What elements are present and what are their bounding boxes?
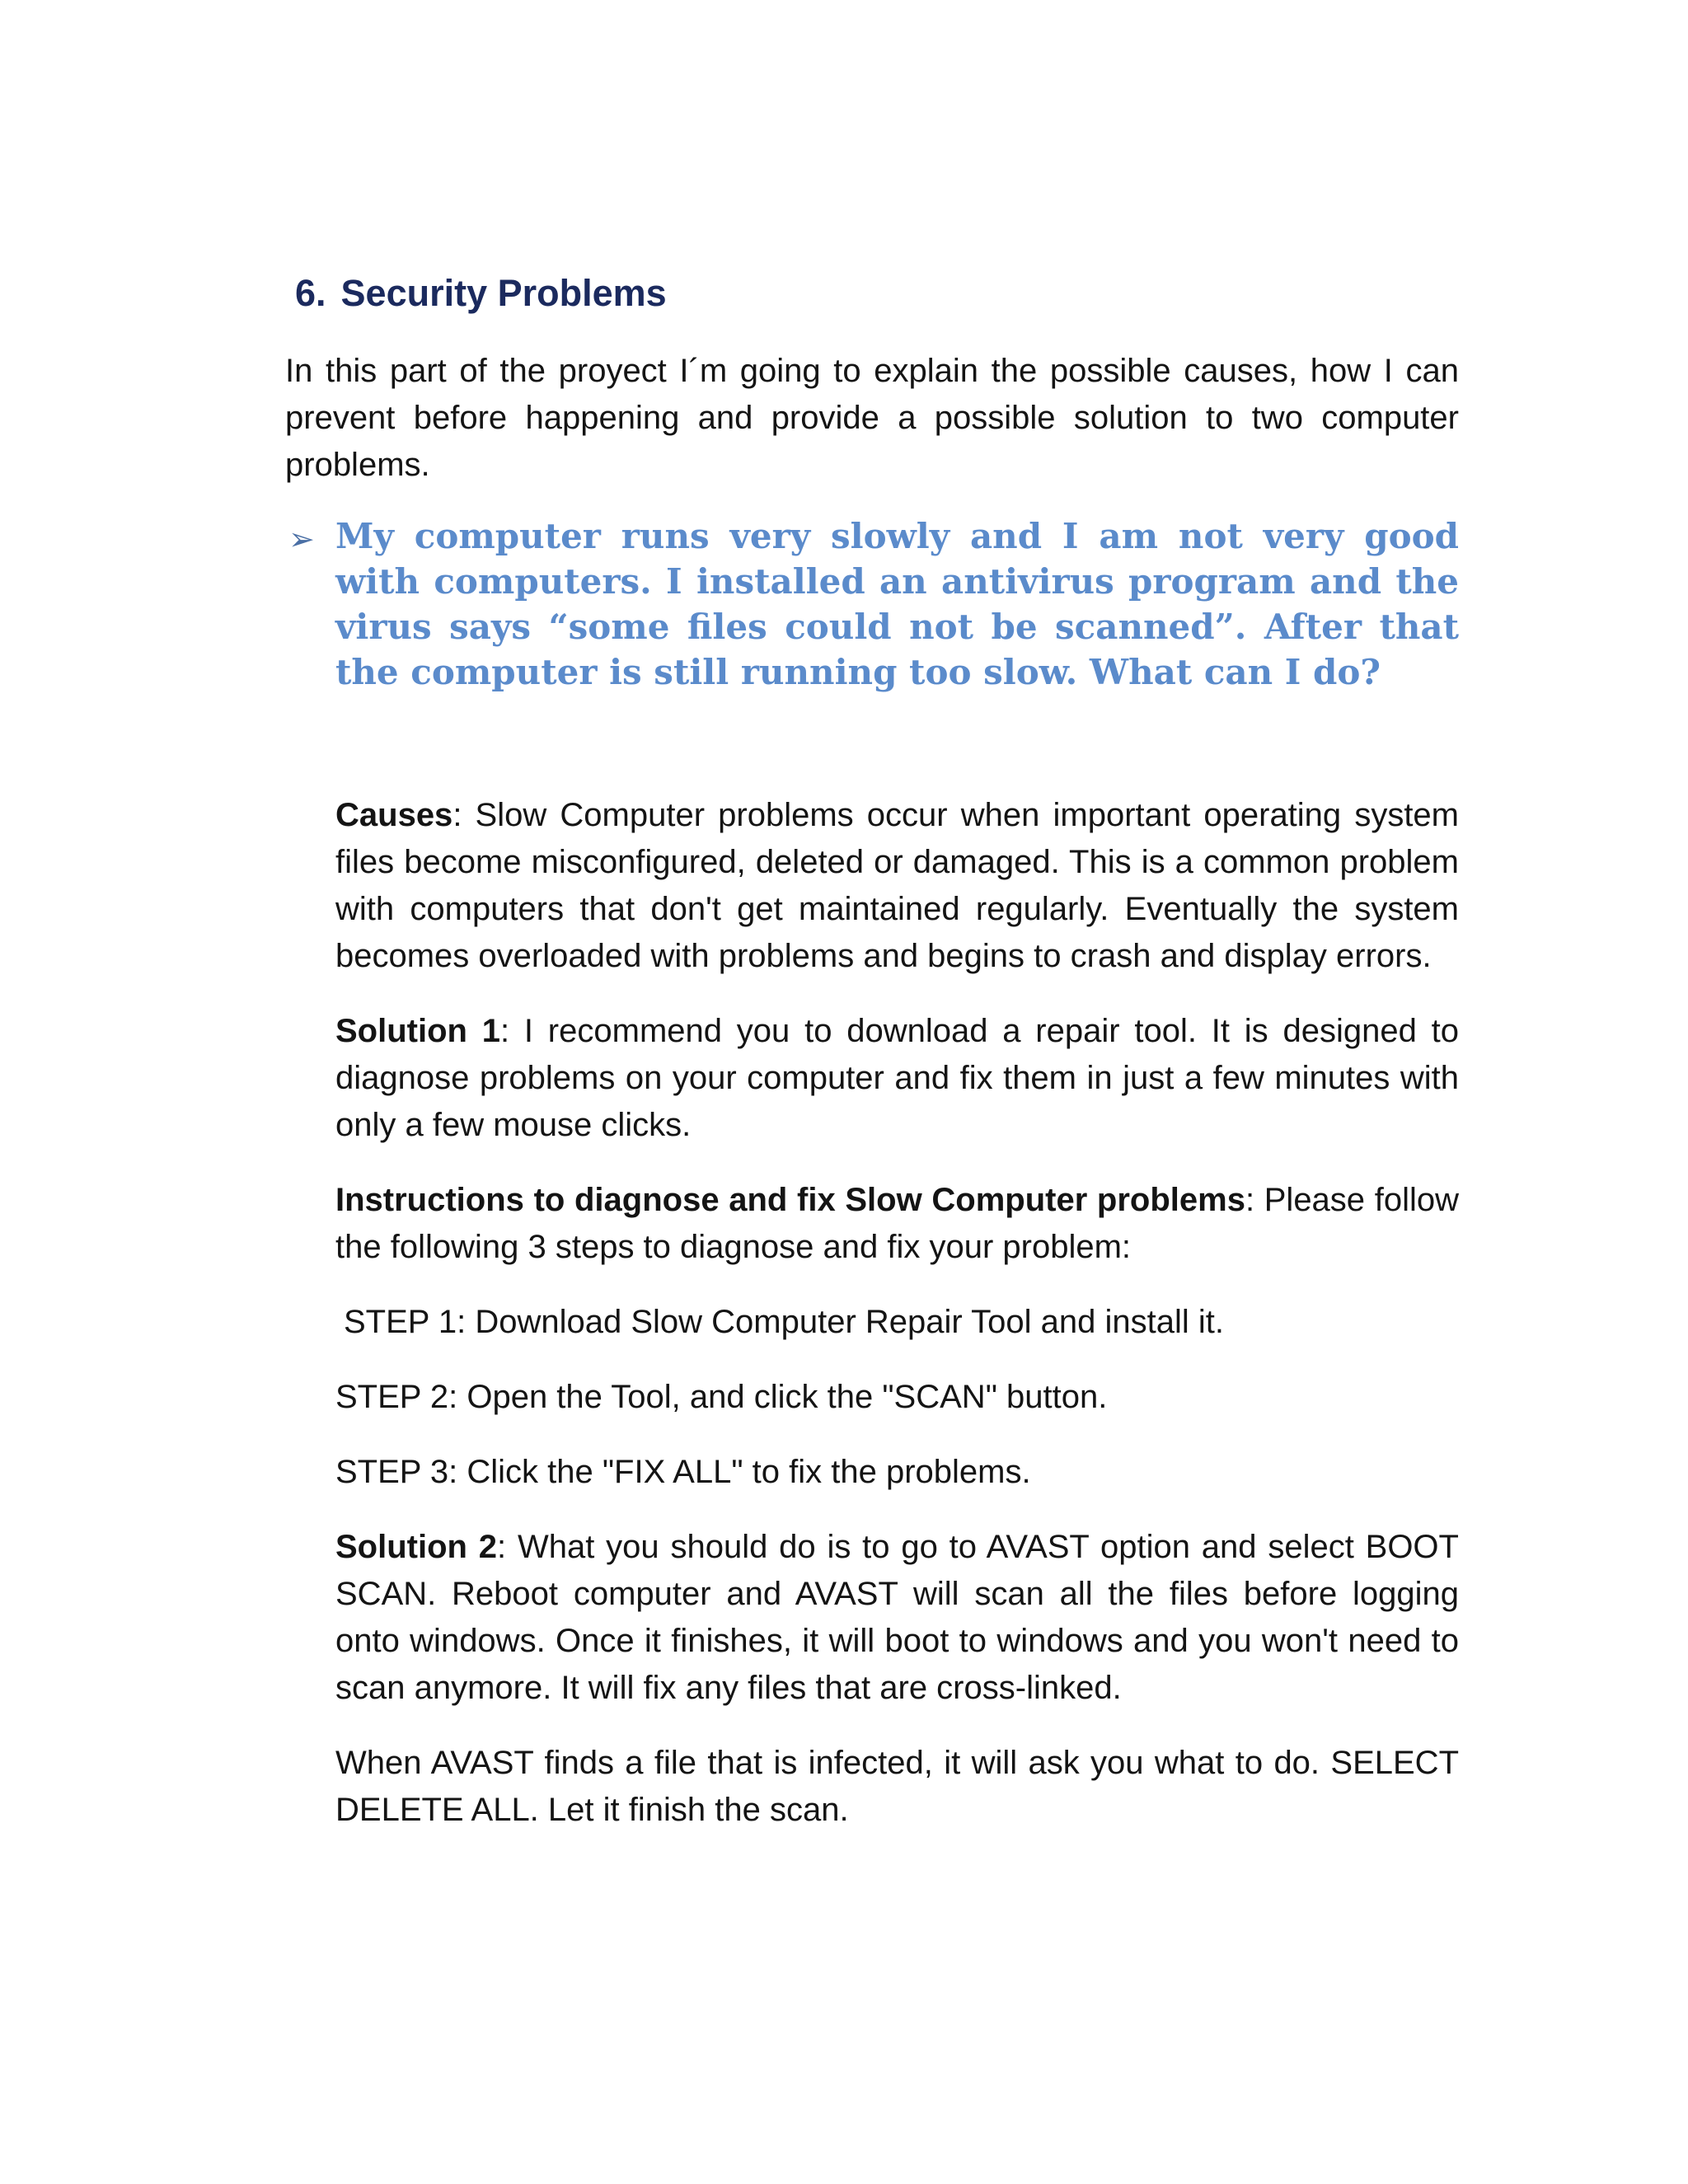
- section-heading: [295, 270, 1459, 316]
- causes-paragraph: [335, 792, 1459, 980]
- solution2-text: : What you should do is to go to AVAST option and select BOOT SCAN. Reboot computer and AVAST will scan all the files before logging onto windows. Once it finishes, it will boot to windows and you won't need to scan anymore. It will fix any files that are cross-linked.: [335, 1529, 1459, 1707]
- step-2: STEP 2: Open the Tool, and click the "SCAN" button.: [335, 1379, 1108, 1416]
- arrow-bullet-icon: ➢: [288, 523, 315, 558]
- question-text: My computer runs very slowly and I am not very good with computers. I installed an antivirus program and the virus says “some files could not be scanned”. After that the computer is still running too slow. What can I do?: [335, 516, 1459, 693]
- section-title: Security Problems: [340, 272, 667, 314]
- closing-paragraph: When AVAST finds a file that is infected, it will ask you what to do. SELECT DELETE ALL. Let it finish the scan.: [335, 1745, 1459, 1829]
- page-content: [285, 270, 1459, 1862]
- step-3: STEP 3: Click the "FIX ALL" to fix the problems.: [335, 1454, 1031, 1491]
- instructions-paragraph: [335, 1177, 1459, 1271]
- causes-label: Causes: [335, 797, 453, 834]
- solution1-text: : I recommend you to download a repair tool. It is designed to diagnose problems on your computer and fix them in just a few minutes with only a few mouse clicks.: [335, 1013, 1459, 1144]
- solution2-paragraph: [335, 1524, 1459, 1712]
- section-number: 6.: [295, 272, 326, 314]
- causes-text: : Slow Computer problems occur when important operating system files become misconfigured, deleted or damaged. This is a common problem with computers that don't get maintained regularly. Eventually the system becomes overloaded with problems and begins to crash and display errors.: [335, 797, 1459, 975]
- instructions-text: : Please follow the following 3 steps to diagnose and fix your problem:: [335, 1182, 1459, 1266]
- answer-block: [285, 792, 1459, 1834]
- question-bullet: [285, 513, 1459, 695]
- solution1-label: Solution 1: [335, 1013, 500, 1050]
- solution1-paragraph: [335, 1008, 1459, 1149]
- intro-paragraph: In this part of the proyect I´m going to explain the possible causes, how I can prevent before happening and provide a possible solution to two computer problems.: [285, 353, 1459, 484]
- solution2-label: Solution 2: [335, 1529, 498, 1566]
- step-1: STEP 1: Download Slow Computer Repair Tool and install it.: [344, 1304, 1224, 1341]
- instructions-label: Instructions to diagnose and fix Slow Computer problems: [335, 1182, 1245, 1219]
